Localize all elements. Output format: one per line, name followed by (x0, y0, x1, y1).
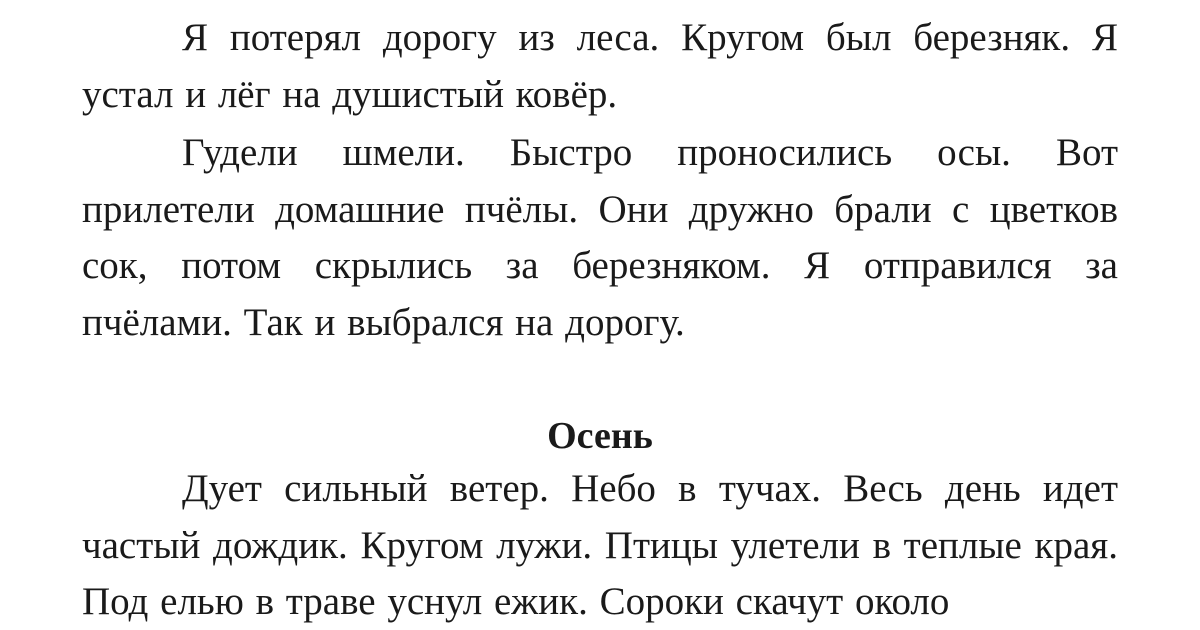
paragraph-autumn: Дует сильный ветер. Небо в тучах. Весь день идет частый дождик. Кругом лужи. Птицы улетели в теплые края. Под елью в траве уснул ежик. Сороки скачут около (82, 467, 1118, 623)
section-heading-autumn: Осень (547, 415, 653, 457)
document-body (82, 10, 1118, 630)
paragraph-bees: Гудели шмели. Быстро проносились осы. Вот прилетели домашние пчёлы. Они дружно брали с цветков сок, потом скрылись за березняком. Я отправился за пчёлами. Так и выбрался на дорогу. (82, 131, 1118, 344)
paragraph-lost-in-forest: Я потерял дорогу из леса. Кругом был березняк. Я устал и лёг на душистый ковёр. (82, 16, 1118, 116)
